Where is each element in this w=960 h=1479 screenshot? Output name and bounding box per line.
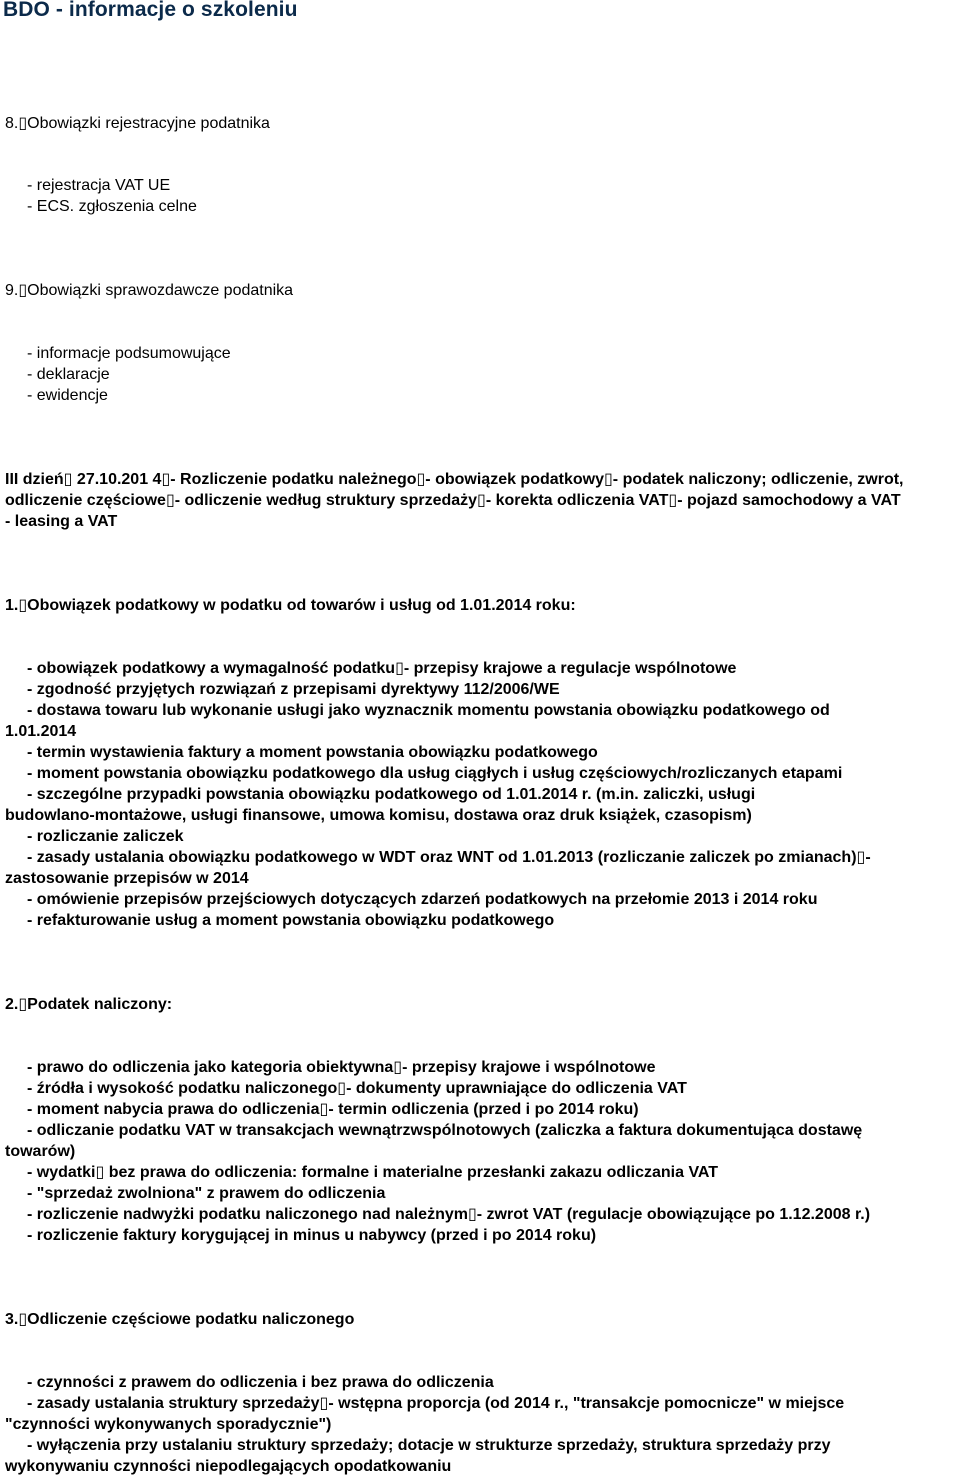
list-item: - zasady ustalania struktury sprzedaży▯- wstępna proporcja (od 2014 r., "transakcje pomocnicze" w miejsce <box>27 1395 845 1412</box>
list-item: - zgodność przyjętych rozwiązań z przepisami dyrektywy 112/2006/WE <box>27 681 560 698</box>
list-item-continuation: 1.01.2014 <box>5 723 77 740</box>
section-heading: 2.▯Podatek naliczony: <box>5 996 173 1013</box>
list-item: - omówienie przepisów przejściowych dotyczących zdarzeń podatkowych na przełomie 2013 i 2014 roku <box>27 891 818 908</box>
list-item-continuation: zastosowanie przepisów w 2014 <box>5 870 249 887</box>
day-heading: odliczenie częściowe▯- odliczenie według struktury sprzedaży▯- korekta odliczenia VAT▯- pojazd samochodowy a VAT <box>5 492 901 509</box>
list-item: - prawo do odliczenia jako kategoria obiektywna▯- przepisy krajowe i wspólnotowe <box>27 1059 656 1076</box>
list-item: - "sprzedaż zwolniona" z prawem do odliczenia <box>27 1185 386 1202</box>
list-item: - ewidencje <box>27 387 108 404</box>
list-item: - obowiązek podatkowy a wymagalność podatku▯- przepisy krajowe a regulacje wspólnotowe <box>27 660 737 677</box>
list-item-continuation: "czynności wykonywanych sporadycznie") <box>5 1416 332 1433</box>
list-item: - rejestracja VAT UE <box>27 177 171 194</box>
list-item: - źródła i wysokość podatku naliczonego▯- dokumenty uprawniające do odliczenia VAT <box>27 1080 687 1097</box>
list-item: - rozliczenie faktury korygującej in minus u nabywcy (przed i po 2014 roku) <box>27 1227 597 1244</box>
list-item: - rozliczenie nadwyżki podatku naliczonego nad należnym▯- zwrot VAT (regulacje obowiązujące po 1.12.2008 r.) <box>27 1206 871 1223</box>
section-heading: 8.▯Obowiązki rejestracyjne podatnika <box>5 115 270 132</box>
list-item: - wyłączenia przy ustalaniu struktury sprzedaży; dotacje w strukturze sprzedaży, struktura sprzedaży przy <box>27 1437 831 1454</box>
section-heading: 1.▯Obowiązek podatkowy w podatku od towarów i usług od 1.01.2014 roku: <box>5 597 576 614</box>
day-heading: III dzień▯ 27.10.201 4▯- Rozliczenie podatku należnego▯- obowiązek podatkowy▯- podatek naliczony; odliczenie, zwrot, <box>5 471 904 488</box>
list-item: - czynności z prawem do odliczenia i bez prawa do odliczenia <box>27 1374 494 1391</box>
list-item-continuation: wykonywaniu czynności niepodlegających opodatkowaniu <box>5 1458 452 1475</box>
section-heading: 3.▯Odliczenie częściowe podatku naliczonego <box>5 1311 355 1328</box>
list-item-continuation: towarów) <box>5 1143 76 1160</box>
section-heading: 9.▯Obowiązki sprawozdawcze podatnika <box>5 282 294 299</box>
page-title: BDO - informacje o szkoleniu <box>3 0 298 21</box>
list-item: - moment nabycia prawa do odliczenia▯- termin odliczenia (przed i po 2014 roku) <box>27 1101 639 1118</box>
list-item: - dostawa towaru lub wykonanie usługi jako wyznacznik momentu powstania obowiązku podatkowego od <box>27 702 830 719</box>
list-item: - szczególne przypadki powstania obowiązku podatkowego od 1.01.2014 r. (m.in. zaliczki, usługi <box>27 786 756 803</box>
list-item: - informacje podsumowujące <box>27 345 231 362</box>
list-item: - termin wystawienia faktury a moment powstania obowiązku podatkowego <box>27 744 598 761</box>
list-item: - moment powstania obowiązku podatkowego dla usług ciągłych i usług częściowych/rozliczanych etapami <box>27 765 843 782</box>
list-item: - deklaracje <box>27 366 110 383</box>
list-item: - ECS. zgłoszenia celne <box>27 198 197 215</box>
list-item-continuation: budowlano-montażowe, usługi finansowe, umowa komisu, dostawa oraz druk książek, czasopism) <box>5 807 752 824</box>
day-heading: - leasing a VAT <box>5 513 118 530</box>
list-item: - wydatki▯ bez prawa do odliczenia: formalne i materialne przesłanki zakazu odliczania VAT <box>27 1164 719 1181</box>
list-item: - refakturowanie usług a moment powstania obowiązku podatkowego <box>27 912 555 929</box>
list-item: - odliczanie podatku VAT w transakcjach wewnątrzwspólnotowych (zaliczka a faktura dokumentująca dostawę <box>27 1122 863 1139</box>
list-item: - rozliczanie zaliczek <box>27 828 184 845</box>
list-item: - zasady ustalania obowiązku podatkowego w WDT oraz WNT od 1.01.2013 (rozliczanie zaliczek po zmianach)▯- <box>27 849 871 866</box>
